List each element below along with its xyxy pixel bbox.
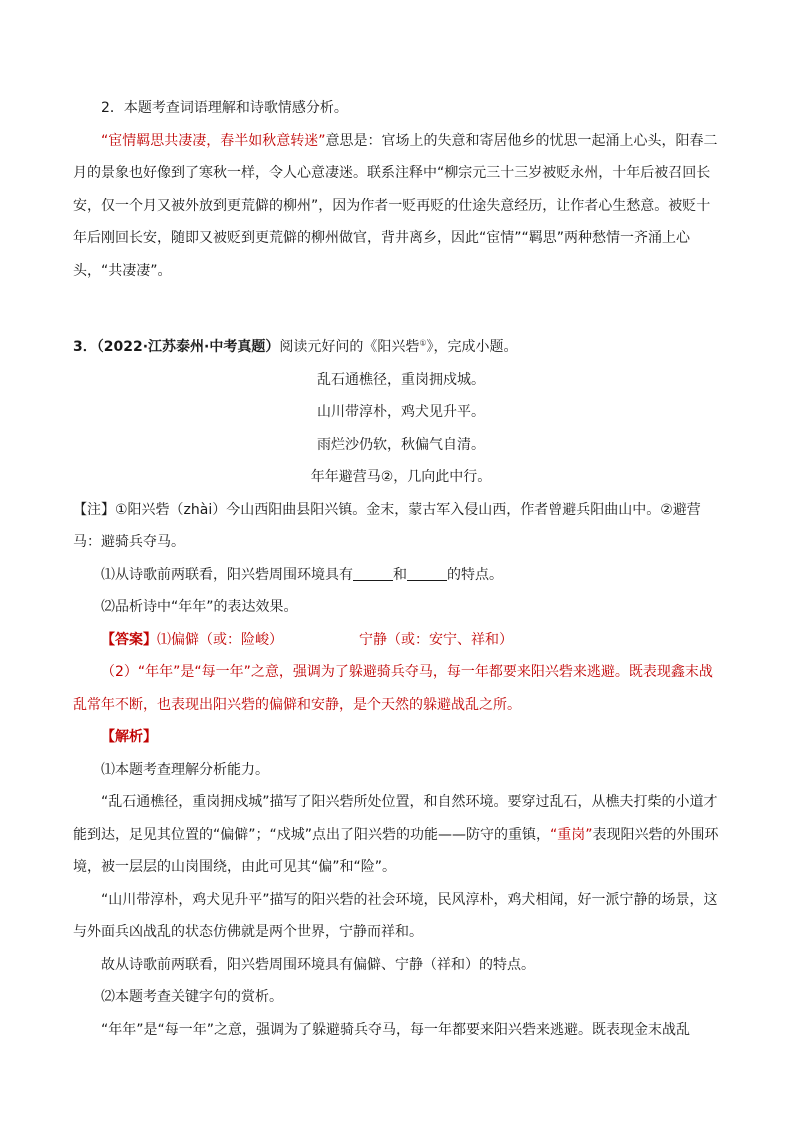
- sub1-end: 的特点。: [447, 566, 503, 583]
- section2-paragraph: [73, 125, 723, 288]
- poem-line: 年年避营马②，几向此中行。: [310, 469, 492, 485]
- answer-line: [73, 624, 723, 657]
- answer-blank: [407, 566, 447, 581]
- poem: [73, 364, 723, 494]
- analysis-label-line: [73, 721, 723, 754]
- document-page: [73, 92, 723, 1046]
- section2-text: 意思是：官场上的失意和寄居他乡的忧思一起涌上心头，阳春二月的景象也好像到了寒秋一样，令人心意凄迷。联系注释中“柳宗元三十三岁被贬永州，十年后被召回长安，仅一个月又被外放到更荒僻的柳州”，因为作者一贬再贬的仕途失意经历，让作者心生愁意。被贬十年后刚回长安，随即又被贬到更荒僻的柳州做官，背井离乡，因此“宦情”“羁思”两种愁情一齐涌上心头，“共凄凄”。: [73, 132, 718, 279]
- sub1-text: ⑴从诗歌前两联看，阳兴砦周围环境具有: [101, 566, 353, 583]
- analysis-p3: “山川带淳朴，鸡犬见升平”描写的阳兴砦的社会环境，民风淳朴，鸡犬相闻，好一派宁静的场景，这与外面兵凶战乱的状态仿佛就是两个世界，宁静而祥和。: [73, 891, 718, 940]
- analysis-p2-text-end: 表现阳兴砦的外围环境，被一层层的山岗围绕，由此可见其“偏”和“险”。: [73, 826, 719, 875]
- answer-label: 【答案】: [101, 631, 157, 648]
- answer-1: ⑴偏僻（或：险峻）: [157, 631, 283, 648]
- analysis-p2: [73, 786, 723, 884]
- question3-prompt-end: 》，完成小题。: [426, 339, 518, 355]
- analysis-p2-text: “乱石通樵径，重岗拥戍城”描写了阳兴砦所处位置，和自然环境。要穿过乱石，从樵夫打柴的小道才能到达，足见其位置的“偏僻”；“戍城”点出了阳兴砦的功能——防守的重镇，: [73, 794, 718, 843]
- analysis-p6: “年年”是“每一年”之意，强调为了躲避骑兵夺马，每一年都要来阳兴砦来逃避。既表现金末战乱: [101, 1021, 691, 1038]
- question3-sub2: ⑵品析诗中“年年”的表达效果。: [101, 599, 298, 615]
- analysis-label: 【解析】: [101, 729, 157, 745]
- poem-line: 山川带淳朴，鸡犬见升平。: [317, 404, 485, 420]
- poem-line: 乱石通樵径，重岗拥戍城。: [317, 371, 485, 388]
- section2-quote: “宦情羁思共凄凄，春半如秋意转迷”: [101, 132, 326, 149]
- spacer: [73, 287, 723, 331]
- analysis-p4: 故从诗歌前两联看，阳兴砦周围环境具有偏僻、宁静（祥和）的特点。: [101, 956, 535, 973]
- answer-1b: 宁静（或：安宁、祥和）: [359, 631, 513, 648]
- question3-prompt: [73, 331, 723, 364]
- question3-source: （2022·江苏泰州·中考真题）: [96, 339, 280, 355]
- analysis-p2-highlight: “重岗”: [550, 826, 593, 843]
- sub1-mid: 和: [393, 566, 407, 583]
- question3-sub1: [73, 559, 723, 592]
- question3-number: 3．: [73, 339, 97, 355]
- section2-heading: 2．本题考查词语理解和诗歌情感分析。: [101, 100, 348, 116]
- answer-blank: [353, 566, 393, 581]
- poem-line: 雨烂沙仍软，秋偏气自清。: [317, 436, 485, 453]
- poem-note: 【注】①阳兴砦（zhài）今山西阳曲县阳兴镇。金末，蒙古军入侵山西，作者曾避兵阳曲山中。②避营马：避骑兵夺马。: [73, 501, 701, 550]
- answer-2: （2）“年年”是“每一年”之意，强调为了躲避骑兵夺马，每一年都要来阳兴砦来逃避。既表现鑫末战乱常年不断，也表现出阳兴砦的偏僻和安静，是个天然的躲避战乱之所。: [73, 664, 713, 713]
- analysis-p5: ⑵本题考查关键字句的赏析。: [101, 989, 283, 1005]
- analysis-p1: ⑴本题考查理解分析能力。: [101, 761, 269, 778]
- question3-prompt-text: 阅读元好问的《阳兴砦: [279, 339, 420, 355]
- footnote-marker: ①: [419, 338, 427, 348]
